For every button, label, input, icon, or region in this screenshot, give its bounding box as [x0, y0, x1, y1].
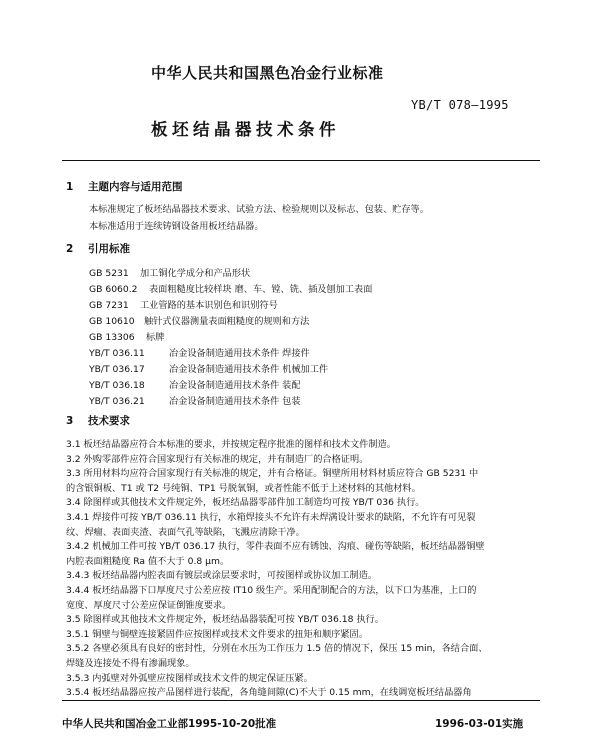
reference-name: 表面粗糙度比较样块 磨、车、镗、铣、插及刨加工表面 — [149, 284, 373, 295]
reference-item — [89, 281, 372, 295]
section-3-heading — [66, 413, 130, 428]
requirement-line: 内腔表面粗糙度 Ra 值不大于 0.8 μm。 — [66, 555, 230, 567]
reference-item — [89, 265, 250, 279]
reference-item — [89, 313, 309, 327]
reference-code: YB/T 036.18 — [89, 380, 145, 391]
section-title: 技术要求 — [88, 415, 130, 427]
section-2-heading — [66, 241, 130, 256]
requirement-line: 3.3 所用材料均应符合国家现行有关标准的规定，并有合格证。铜壁所用材料材质应符合 GB 5231 中 — [66, 468, 479, 480]
reference-item — [89, 377, 301, 391]
requirement-line: 的含银铜板、T1 或 T2 号纯铜、TP1 号脱氧铜，或者性能不低于上述材料的其他材料。 — [66, 482, 421, 494]
requirement-line: 3.5.3 内弧壁对外弧壁应按图样或技术文件的规定保证压紧。 — [66, 672, 313, 684]
reference-code: GB 5231 — [89, 268, 129, 279]
requirement-line: 宽度、厚度尺寸公差应保证倒锥度要求。 — [66, 599, 232, 611]
section-title: 引用标准 — [88, 243, 130, 255]
header-rule — [62, 160, 540, 161]
reference-name: 加工铜化学成分和产品形状 — [140, 268, 251, 279]
requirement-line: 3.2 外购零部件应符合国家现行有关标准的规定，并有制造厂的合格证明。 — [66, 453, 369, 465]
reference-item — [89, 361, 328, 375]
requirement-line: 3.5 除图样或其他技术文件规定外，板坯结晶器装配可按 YB/T 036.18 执行。 — [66, 614, 384, 626]
reference-name: 冶金设备制造通用技术条件 装配 — [169, 380, 301, 391]
implementation-date: 1996-03-01实施 — [435, 718, 524, 730]
section-number: 2 — [66, 243, 74, 255]
reference-name: 工业管路的基本识别色和识别符号 — [140, 300, 278, 311]
requirement-line: 3.5.4 板坯结晶器应按产品图样进行装配，各角缝间隙(C)不大于 0.15 mm，在线调宽板坯结晶器角 — [66, 687, 472, 699]
requirement-line: 3.4.3 板坯结晶器内腔表面有镀层或涂层要求时，可按图样或协议加工制造。 — [66, 570, 378, 582]
requirement-line: 3.5.1 铜壁与铜壁连接紧固件应按图样或技术文件要求的扭矩和顺序紧固。 — [66, 628, 368, 640]
requirement-line: 焊缝及连接处不得有渗漏现象。 — [66, 658, 195, 669]
reference-name: 标牌 — [146, 332, 165, 343]
requirement-line: 3.5.2 各壁必须具有良好的密封性，分别在水压为工作压力 1.5 倍的情况下，保压 15 min，各结合面、 — [66, 643, 488, 655]
reference-name: 冶金设备制造通用技术条件 包装 — [169, 396, 301, 407]
requirement-line: 3.4.1 焊接件可按 YB/T 036.11 执行，水箱焊接头不允许有未焊满设计要求的缺陷，不允许有可见裂 — [66, 512, 476, 523]
reference-name: 触针式仪器测量表面粗糙度的规则和方法 — [144, 316, 310, 327]
section-number: 1 — [66, 181, 74, 193]
section-1-heading — [66, 179, 183, 194]
paragraph-line: 本标准适用于连续铸钢设备用板坯结晶器。 — [89, 221, 264, 232]
reference-item — [89, 393, 301, 407]
requirement-line: 3.4 除图样或其他技术文件规定外，板坯结晶器零部件加工制造均可按 YB/T 036 执行。 — [66, 497, 425, 509]
reference-code: GB 13306 — [89, 332, 135, 343]
reference-code: GB 10610 — [89, 316, 135, 327]
requirement-line: 3.1 板坯结晶器应符合本标准的要求，并按规定程序批准的图样和技术文件制造。 — [66, 439, 396, 450]
org-title: 中华人民共和国黑色冶金行业标准 — [151, 64, 384, 82]
paragraph-line: 本标准规定了板坯结晶器技术要求、试验方法、检验规则以及标志、包装、贮存等。 — [89, 204, 429, 215]
footer-rule — [62, 700, 540, 701]
reference-code: YB/T 036.11 — [89, 348, 145, 359]
requirement-line: 3.4.4 板坯结晶器下口厚度尺寸公差应按 IT10 级生产。采用配制配合的方法，以下口为基准，上口的 — [66, 585, 477, 596]
reference-item — [89, 345, 310, 359]
reference-code: YB/T 036.17 — [89, 364, 145, 375]
reference-name: 冶金设备制造通用技术条件 焊接件 — [169, 348, 310, 359]
reference-code: GB 6060.2 — [89, 284, 138, 295]
requirement-line: 纹、焊瘤、表面夹渣、表面气孔等缺陷，飞溅应清除干净。 — [66, 526, 305, 538]
reference-code: YB/T 036.21 — [89, 396, 145, 407]
approval-text: 中华人民共和国冶金工业部1995-10-20批准 — [62, 718, 277, 730]
reference-item — [89, 297, 278, 311]
reference-name: 冶金设备制造通用技术条件 机械加工件 — [169, 364, 329, 375]
standard-number: YB/T 078—1995 — [411, 98, 509, 112]
section-title: 主题内容与适用范围 — [88, 181, 183, 193]
document-title: 板坯结晶器技术条件 — [151, 120, 340, 139]
reference-item — [89, 329, 164, 343]
section-number: 3 — [66, 415, 74, 427]
requirement-line: 3.4.2 机械加工件可按 YB/T 036.17 执行，零件表面不应有锈蚀、沟痕、碰伤等缺陷，板坯结晶器铜壁 — [66, 541, 485, 553]
reference-code: GB 7231 — [89, 300, 129, 311]
